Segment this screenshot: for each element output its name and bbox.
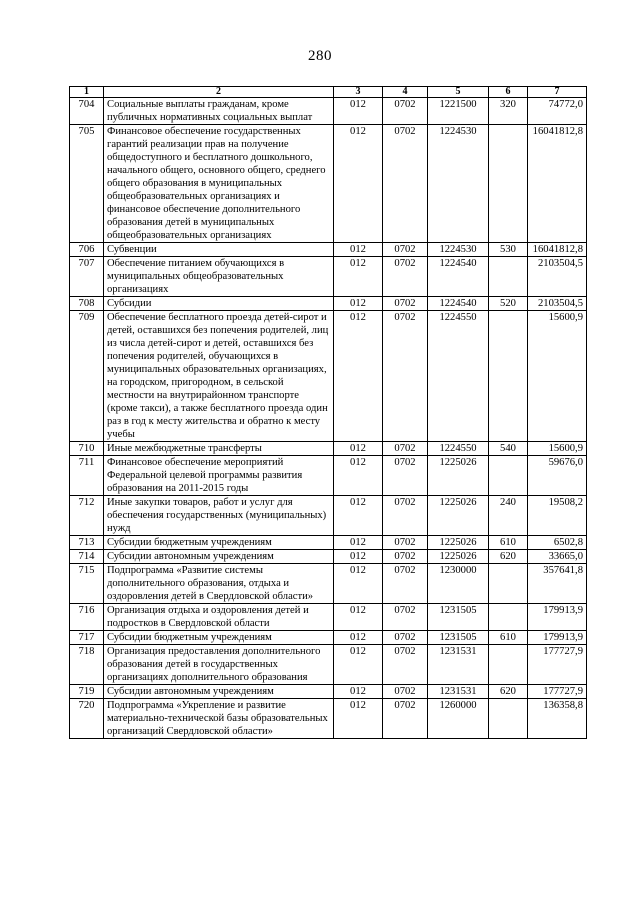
row-number: 716 xyxy=(70,604,104,631)
section-code: 0702 xyxy=(383,243,428,257)
ministry-code: 012 xyxy=(334,604,383,631)
ministry-code: 012 xyxy=(334,125,383,243)
row-amount: 136358,8 xyxy=(528,699,587,739)
ministry-code: 012 xyxy=(334,257,383,297)
row-number: 715 xyxy=(70,564,104,604)
section-code: 0702 xyxy=(383,297,428,311)
expense-type-code: 530 xyxy=(489,243,528,257)
row-name: Субсидии автономным учреждениям xyxy=(104,685,334,699)
row-number: 720 xyxy=(70,699,104,739)
target-article-code: 1260000 xyxy=(428,699,489,739)
target-article-code: 1231505 xyxy=(428,604,489,631)
section-code: 0702 xyxy=(383,311,428,442)
ministry-code: 012 xyxy=(334,699,383,739)
expense-type-code: 610 xyxy=(489,631,528,645)
target-article-code: 1231505 xyxy=(428,631,489,645)
row-amount: 15600,9 xyxy=(528,442,587,456)
column-header-4: 4 xyxy=(383,87,428,98)
row-amount: 16041812,8 xyxy=(528,243,587,257)
target-article-code: 1224540 xyxy=(428,257,489,297)
ministry-code: 012 xyxy=(334,243,383,257)
row-name: Организация отдыха и оздоровления детей и подростков в Свердловской области xyxy=(104,604,334,631)
expense-type-code xyxy=(489,125,528,243)
row-name: Субсидии автономным учреждениям xyxy=(104,550,334,564)
expense-type-code: 620 xyxy=(489,550,528,564)
ministry-code: 012 xyxy=(334,631,383,645)
row-number: 711 xyxy=(70,456,104,496)
column-header-6: 6 xyxy=(489,87,528,98)
expense-type-code: 240 xyxy=(489,496,528,536)
column-header-1: 1 xyxy=(70,87,104,98)
target-article-code: 1224550 xyxy=(428,442,489,456)
page-number: 280 xyxy=(308,48,332,64)
row-number: 704 xyxy=(70,98,104,125)
target-article-code: 1231531 xyxy=(428,685,489,699)
section-code: 0702 xyxy=(383,564,428,604)
row-name: Обеспечение питанием обучающихся в муниципальных общеобразовательных организациях xyxy=(104,257,334,297)
section-code: 0702 xyxy=(383,685,428,699)
target-article-code: 1225026 xyxy=(428,496,489,536)
row-amount: 179913,9 xyxy=(528,631,587,645)
ministry-code: 012 xyxy=(334,685,383,699)
row-amount: 177727,9 xyxy=(528,685,587,699)
target-article-code: 1224530 xyxy=(428,125,489,243)
target-article-code: 1225026 xyxy=(428,456,489,496)
table-row xyxy=(70,550,587,564)
row-number: 710 xyxy=(70,442,104,456)
table-row xyxy=(70,699,587,739)
table-row xyxy=(70,536,587,550)
row-number: 709 xyxy=(70,311,104,442)
expense-type-code xyxy=(489,604,528,631)
table-row xyxy=(70,311,587,442)
row-name: Иные межбюджетные трансферты xyxy=(104,442,334,456)
row-number: 707 xyxy=(70,257,104,297)
table-row xyxy=(70,564,587,604)
row-name: Финансовое обеспечение мероприятий Федеральной целевой программы развития образования на 2011-2015 годы xyxy=(104,456,334,496)
column-header-2: 2 xyxy=(104,87,334,98)
ministry-code: 012 xyxy=(334,297,383,311)
column-header-3: 3 xyxy=(334,87,383,98)
row-name: Субсидии xyxy=(104,297,334,311)
section-code: 0702 xyxy=(383,550,428,564)
expense-type-code: 540 xyxy=(489,442,528,456)
expense-type-code: 520 xyxy=(489,297,528,311)
section-code: 0702 xyxy=(383,442,428,456)
table-row xyxy=(70,496,587,536)
row-name: Социальные выплаты гражданам, кроме публичных нормативных социальных выплат xyxy=(104,98,334,125)
row-number: 717 xyxy=(70,631,104,645)
expense-type-code xyxy=(489,257,528,297)
ministry-code: 012 xyxy=(334,564,383,604)
expense-type-code xyxy=(489,699,528,739)
ministry-code: 012 xyxy=(334,456,383,496)
section-code: 0702 xyxy=(383,604,428,631)
row-amount: 33665,0 xyxy=(528,550,587,564)
row-amount: 177727,9 xyxy=(528,645,587,685)
section-code: 0702 xyxy=(383,536,428,550)
target-article-code: 1230000 xyxy=(428,564,489,604)
ministry-code: 012 xyxy=(334,550,383,564)
ministry-code: 012 xyxy=(334,442,383,456)
target-article-code: 1231531 xyxy=(428,645,489,685)
target-article-code: 1224550 xyxy=(428,311,489,442)
table-row xyxy=(70,257,587,297)
table-row xyxy=(70,243,587,257)
section-code: 0702 xyxy=(383,98,428,125)
row-number: 712 xyxy=(70,496,104,536)
section-code: 0702 xyxy=(383,456,428,496)
target-article-code: 1224530 xyxy=(428,243,489,257)
table-row xyxy=(70,631,587,645)
row-number: 714 xyxy=(70,550,104,564)
row-amount: 357641,8 xyxy=(528,564,587,604)
expense-type-code xyxy=(489,311,528,442)
row-amount: 16041812,8 xyxy=(528,125,587,243)
column-header-7: 7 xyxy=(528,87,587,98)
table-row xyxy=(70,442,587,456)
section-code: 0702 xyxy=(383,631,428,645)
section-code: 0702 xyxy=(383,699,428,739)
header-row xyxy=(70,87,587,98)
table-header xyxy=(70,87,587,98)
target-article-code: 1224540 xyxy=(428,297,489,311)
row-name: Финансовое обеспечение государственных гарантий реализации прав на получение общедоступного и бесплатного дошкольного, начального общего, основного общего, среднего общего образования в муниципальных общеобразовательных организациях и финансовое обеспечение дополнительного образования детей в муниципальных общеобразовательных организациях xyxy=(104,125,334,243)
row-name: Подпрограмма «Укрепление и развитие материально-технической базы образовательных организаций Свердловской области» xyxy=(104,699,334,739)
ministry-code: 012 xyxy=(334,536,383,550)
table-row xyxy=(70,98,587,125)
row-name: Субвенции xyxy=(104,243,334,257)
row-number: 705 xyxy=(70,125,104,243)
section-code: 0702 xyxy=(383,257,428,297)
ministry-code: 012 xyxy=(334,98,383,125)
expense-type-code xyxy=(489,564,528,604)
table-row xyxy=(70,125,587,243)
table-row xyxy=(70,604,587,631)
row-amount: 74772,0 xyxy=(528,98,587,125)
row-number: 706 xyxy=(70,243,104,257)
row-amount: 6502,8 xyxy=(528,536,587,550)
expense-type-code xyxy=(489,456,528,496)
row-amount: 15600,9 xyxy=(528,311,587,442)
target-article-code: 1225026 xyxy=(428,550,489,564)
ministry-code: 012 xyxy=(334,311,383,442)
row-number: 713 xyxy=(70,536,104,550)
section-code: 0702 xyxy=(383,496,428,536)
expense-type-code: 610 xyxy=(489,536,528,550)
expense-type-code: 320 xyxy=(489,98,528,125)
row-name: Субсидии бюджетным учреждениям xyxy=(104,536,334,550)
table-row xyxy=(70,685,587,699)
row-amount: 2103504,5 xyxy=(528,297,587,311)
table-row xyxy=(70,645,587,685)
row-number: 708 xyxy=(70,297,104,311)
row-amount: 179913,9 xyxy=(528,604,587,631)
row-name: Субсидии бюджетным учреждениям xyxy=(104,631,334,645)
table-row xyxy=(70,456,587,496)
target-article-code: 1221500 xyxy=(428,98,489,125)
row-number: 719 xyxy=(70,685,104,699)
ministry-code: 012 xyxy=(334,645,383,685)
column-header-5: 5 xyxy=(428,87,489,98)
table-row xyxy=(70,297,587,311)
row-name: Обеспечение бесплатного проезда детей-сирот и детей, оставшихся без попечения родителей, лиц из числа детей-сирот и детей, оставшихся без попечения родителей, обучающихся в муниципальных образовательных организациях, на городском, пригородном, в сельской местности на внутрирайонном транспорте (кроме такси), а также бесплатного проезда один раз в год к месту жительства и обратно к месту учебы xyxy=(104,311,334,442)
row-amount: 2103504,5 xyxy=(528,257,587,297)
row-name: Иные закупки товаров, работ и услуг для обеспечения государственных (муниципальных) нужд xyxy=(104,496,334,536)
row-name: Подпрограмма «Развитие системы дополнительного образования, отдыха и оздоровления детей в Свердловской области» xyxy=(104,564,334,604)
expense-type-code: 620 xyxy=(489,685,528,699)
table-body xyxy=(70,98,587,739)
section-code: 0702 xyxy=(383,125,428,243)
ministry-code: 012 xyxy=(334,496,383,536)
section-code: 0702 xyxy=(383,645,428,685)
row-name: Организация предоставления дополнительного образования детей в государственных организациях дополнительного образования xyxy=(104,645,334,685)
budget-table xyxy=(69,86,587,739)
row-amount: 19508,2 xyxy=(528,496,587,536)
row-number: 718 xyxy=(70,645,104,685)
expense-type-code xyxy=(489,645,528,685)
target-article-code: 1225026 xyxy=(428,536,489,550)
row-amount: 59676,0 xyxy=(528,456,587,496)
